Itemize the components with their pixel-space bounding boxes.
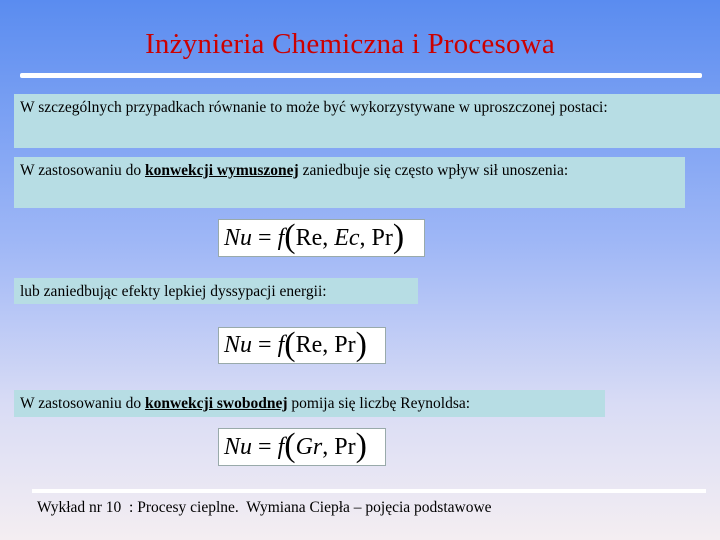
- forced-convection-box: [14, 157, 685, 208]
- forced-convection-term: konwekcji wymuszonej: [144, 162, 299, 179]
- free-convection-text-before: W zastosowaniu do: [20, 395, 145, 412]
- eq3-arg-gr: Gr: [295, 433, 323, 460]
- equation-nu-re-pr: Nu = f ( Re , Pr ): [218, 327, 386, 364]
- eq2-arg-pr: Pr: [334, 332, 356, 358]
- viscous-dissipation-box: [14, 278, 418, 304]
- slide-title: Inżynieria Chemiczna i Procesowa: [145, 28, 555, 60]
- eq1-lhs: Nu: [224, 224, 253, 251]
- footer-divider: [32, 489, 706, 493]
- eq2-equals: =: [252, 332, 278, 358]
- eq3-close-paren: ): [355, 427, 367, 464]
- eq3-open-paren: (: [284, 427, 296, 464]
- eq2-function: f: [277, 332, 285, 358]
- eq1-open-paren: (: [284, 218, 296, 255]
- eq1-function: f: [277, 224, 285, 251]
- intro-text: W szczególnych przypadkach równanie to może być wykorzystywane w uproszczonej postaci:: [20, 99, 608, 116]
- lecture-footer: Wykład nr 10 : Procesy cieplne. Wymiana Ciepła – pojęcia podstawowe: [37, 499, 492, 516]
- eq3-arg-pr: Pr: [334, 433, 356, 460]
- free-convection-text-after: pomija się liczbę Reynoldsa:: [287, 395, 471, 412]
- eq3-equals: =: [252, 433, 278, 460]
- eq2-close-paren: ): [355, 325, 367, 363]
- eq1-close-paren: ): [392, 218, 405, 255]
- intro-text-box: [14, 94, 720, 148]
- eq3-function: f: [277, 433, 285, 460]
- free-convection-term: konwekcji swobodnej: [144, 395, 288, 412]
- eq2-open-paren: (: [284, 325, 296, 363]
- title-divider: [20, 73, 702, 78]
- equation-nu-gr-pr: Nu = f ( Gr , Pr ): [218, 428, 386, 466]
- eq1-arg-re: Re: [295, 224, 323, 251]
- eq2-arg-re: Re: [295, 332, 323, 358]
- eq1-arg-pr: Pr: [371, 224, 393, 251]
- free-convection-box: [14, 390, 605, 417]
- eq3-lhs: Nu: [224, 433, 253, 460]
- eq1-arg-ec: Ec: [334, 224, 360, 251]
- forced-convection-text-after: zaniedbuje się często wpływ sił unoszenia:: [298, 162, 569, 179]
- equation-nu-re-ec-pr: Nu = f ( Re , Ec , Pr ): [218, 219, 425, 257]
- eq2-lhs: Nu: [224, 332, 253, 358]
- viscous-dissipation-text: lub zaniedbując efekty lepkiej dyssypacji energii:: [20, 283, 327, 300]
- eq1-equals: =: [252, 224, 278, 251]
- forced-convection-text-before: W zastosowaniu do: [20, 162, 145, 179]
